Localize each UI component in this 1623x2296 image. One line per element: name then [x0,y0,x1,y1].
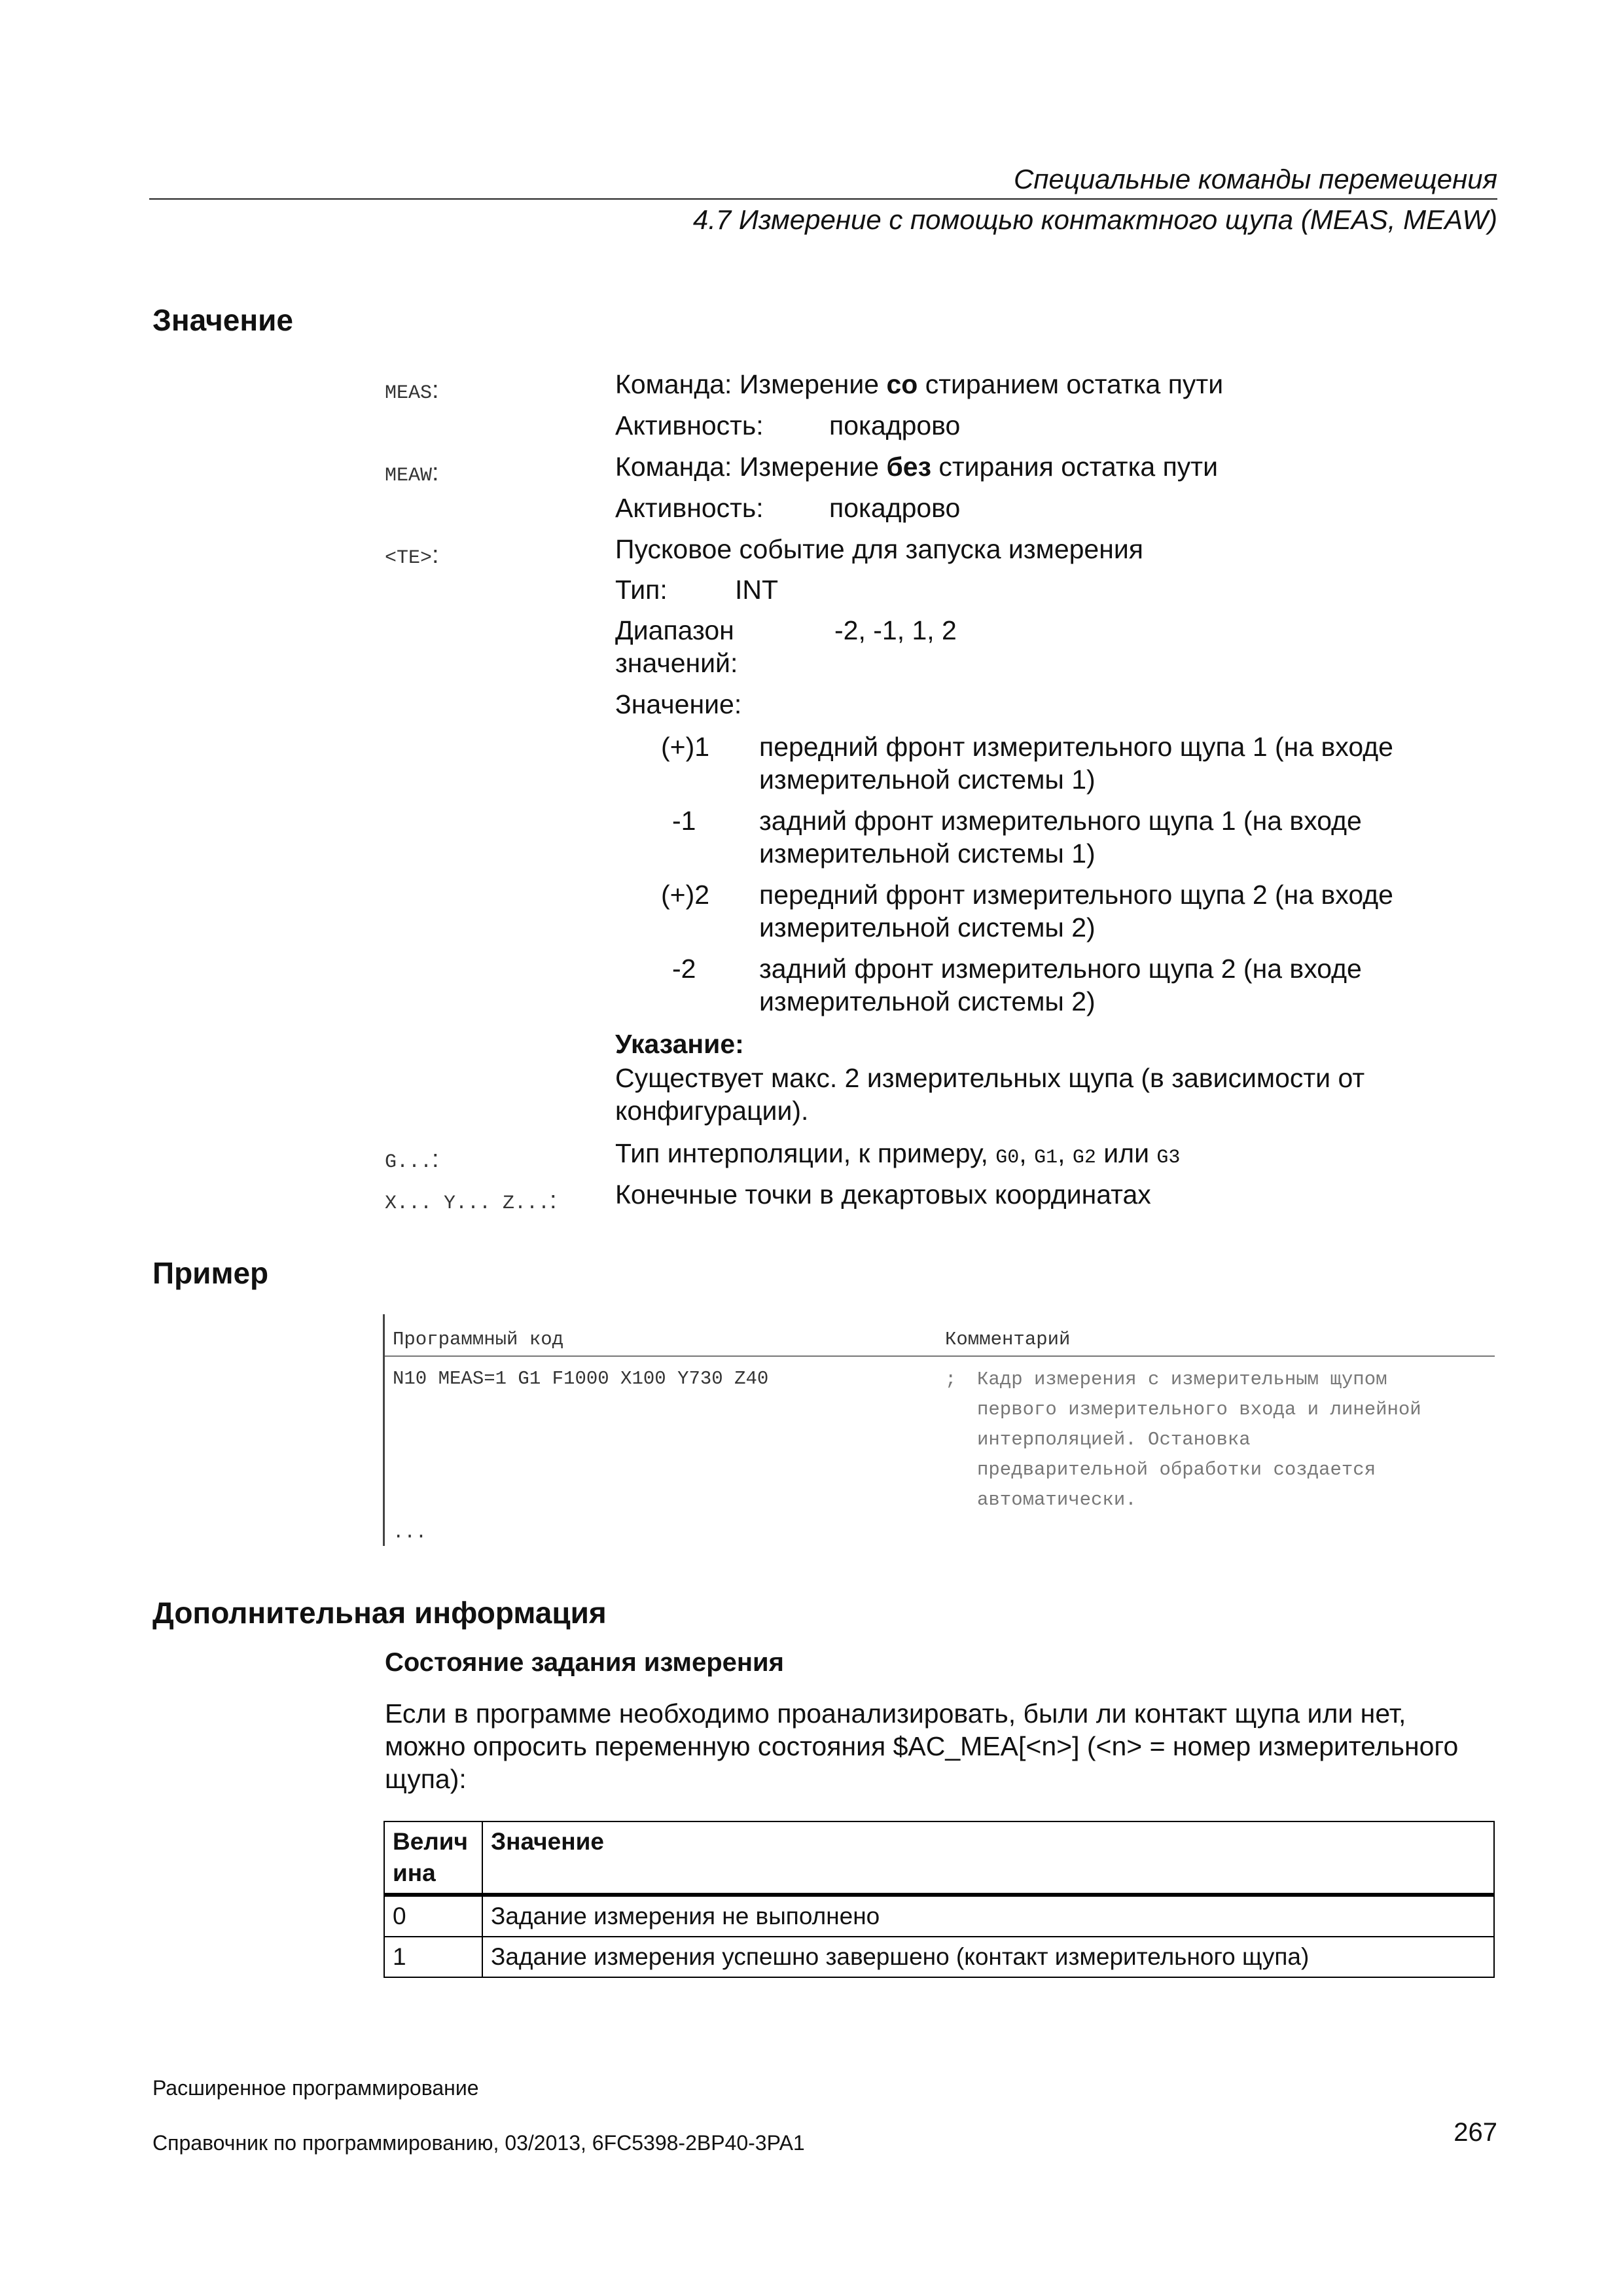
comment-line: интерполяцией. Остановка [977,1429,1251,1450]
note-text-line1: Существует макс. 2 измерительных щупа (в зависимости от [615,1063,1365,1093]
te-value-desc-line1: передний фронт измерительного щупа 1 (на входе [759,732,1393,762]
note-title: Указание: [615,1029,744,1059]
term-g: G...: [385,1145,439,1174]
term-xyz: X... Y... Z...: [385,1187,557,1215]
subheading-measurement-status: Состояние задания измерения [385,1648,784,1677]
comment-line: предварительной обработки создается [977,1459,1376,1480]
table-row [384,1937,1494,1977]
paragraph-line: Если в программе необходимо проанализировать, были ли контакт щупа или нет, [385,1698,1406,1729]
section-heading-meaning: Значение [152,303,293,337]
table-cell-value: 0 [384,1895,482,1937]
te-range-label-line2: значений: [615,648,738,678]
term-te: <TE>: [385,541,439,569]
te-value-code: -1 [672,806,696,836]
te-value-desc-line2: измерительной системы 1) [759,838,1096,869]
meas-activity-value: покадрово [829,410,961,440]
comment-column-header: Комментарий [945,1329,1071,1350]
comment-line: первого измерительного входа и линейной [977,1399,1421,1420]
table-header-value: Велич ина [384,1821,482,1895]
table-row [384,1895,1494,1937]
term-meas: MEAS: [385,376,439,404]
status-values-table [383,1821,1495,1978]
te-type-label: Тип: [615,575,668,605]
te-value-desc-line2: измерительной системы 2) [759,986,1096,1016]
meaw-activity-value: покадрово [829,493,961,523]
te-value-desc-line1: задний фронт измерительного щупа 2 (на входе [759,954,1362,984]
te-range-label-line1: Диапазон [615,615,734,645]
code-header-rule [385,1355,1495,1357]
running-header-section: 4.7 Измерение с помощью контактного щупа (MEAS, MEAW) [692,204,1497,235]
meaw-description: Команда: Измерение без стирания остатка пути [615,452,1218,482]
comment-marker: ; [945,1369,957,1390]
te-description: Пусковое событие для запуска измерения [615,534,1143,564]
footer-reference: Справочник по программированию, 03/2013, 6FC5398-2BP40-3PA1 [152,2131,805,2155]
code-block-border [383,1314,385,1546]
comment-line: Кадр измерения с измерительным щупом [977,1369,1387,1390]
code-column-header: Программный код [393,1329,564,1350]
te-value-code: (+)2 [661,880,710,910]
section-heading-additional-info: Дополнительная информация [152,1596,607,1630]
paragraph-line: можно опросить переменную состояния $AC_MEA[<n>] (<n> = номер измерительного [385,1731,1459,1761]
comment-line: автоматически. [977,1489,1137,1511]
te-value-desc-line2: измерительной системы 1) [759,764,1096,795]
te-value-code: -2 [672,954,696,984]
te-value-code: (+)1 [661,732,710,762]
header-rule [149,198,1497,200]
te-values-label: Значение: [615,689,742,719]
footer-book-title: Расширенное программирование [152,2076,479,2100]
te-value-desc-line1: передний фронт измерительного щупа 2 (на входе [759,880,1393,910]
xyz-description: Конечные точки в декартовых координатах [615,1179,1151,1210]
code-line: N10 MEAS=1 G1 F1000 X100 Y730 Z40 [393,1368,769,1390]
paragraph-line: щупа): [385,1764,467,1794]
meaw-activity-label: Активность: [615,493,764,523]
note-text-line2: конфигурации). [615,1096,809,1126]
table-cell-meaning: Задание измерения не выполнено [482,1895,1494,1937]
meas-activity-label: Активность: [615,410,764,440]
term-meaw: MEAW: [385,459,439,487]
te-type-value: INT [735,575,779,605]
section-heading-example: Пример [152,1256,269,1290]
table-header-meaning: Значение [482,1821,1494,1895]
table-header-row [384,1821,1494,1895]
te-range-value: -2, -1, 1, 2 [834,615,957,645]
g-description: Тип интерполяции, к примеру, G0, G1, G2 или G3 [615,1138,1181,1169]
te-value-desc-line1: задний фронт измерительного щупа 1 (на входе [759,806,1362,836]
table-cell-meaning: Задание измерения успешно завершено (контакт измерительного щупа) [482,1937,1494,1977]
running-header-chapter: Специальные команды перемещения [1014,164,1497,194]
page-number: 267 [1454,2118,1497,2147]
meas-description: Команда: Измерение со стиранием остатка пути [615,369,1224,399]
table-cell-value: 1 [384,1937,482,1977]
code-ellipsis: ... [393,1522,427,1543]
te-value-desc-line2: измерительной системы 2) [759,912,1096,942]
